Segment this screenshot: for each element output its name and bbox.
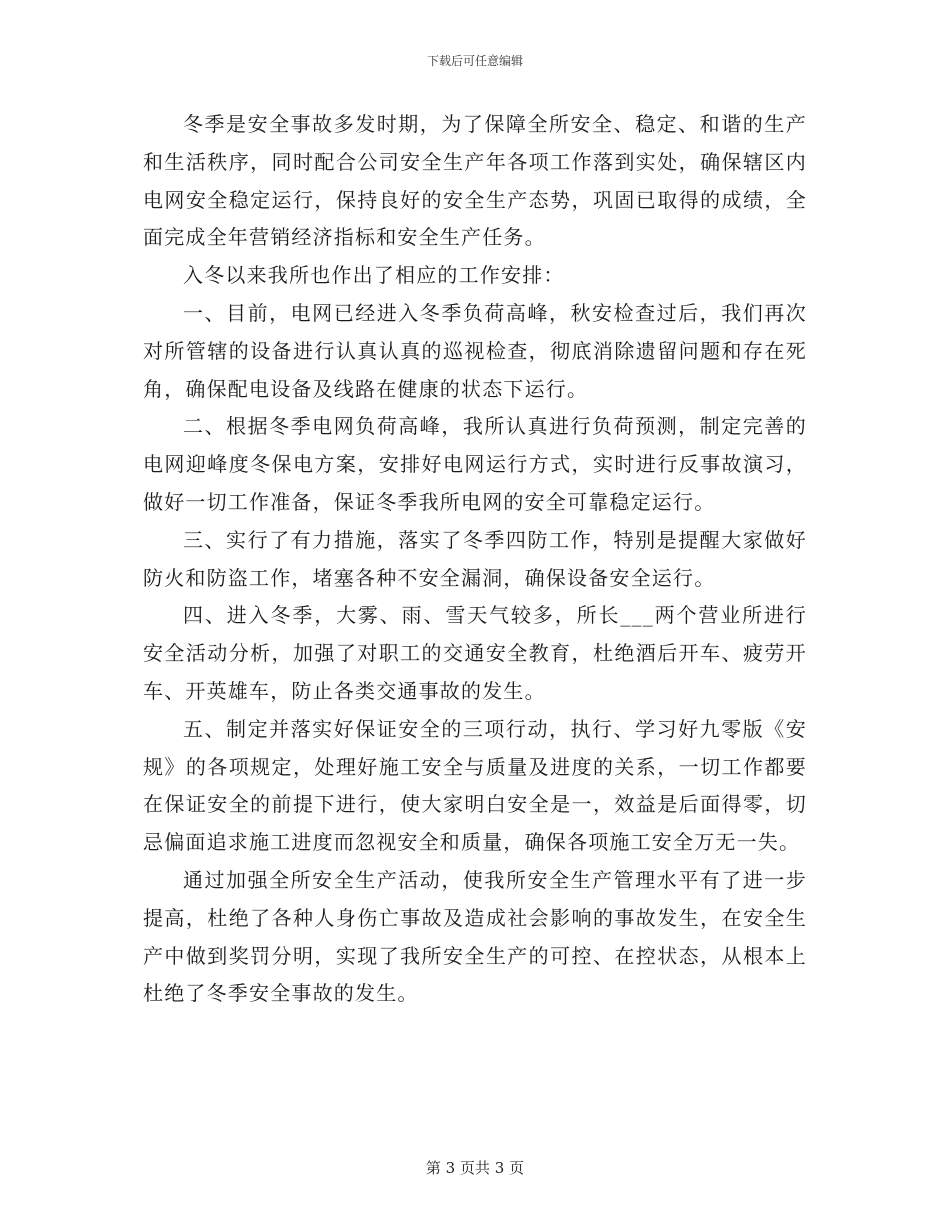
paragraph-arrangements-lead: 入冬以来我所也作出了相应的工作安排： xyxy=(183,263,565,288)
paragraph-item-5: 五、制定并落实好保证安全的三项行动，执行、学习好九零版《安规》的各项规定，处理好施工安全与质量及进度的关系，一切工作都要在保证安全的前提下进行，使大家明白安全是一，效益是后面得零，切忌偏面追求施工进度而忽视安全和质量，确保各项施工安全万无一失。 xyxy=(143,716,807,855)
paragraph-conclusion: 通过加强全所安全生产活动，使我所安全生产管理水平有了进一步提高，杜绝了各种人身伤亡事故及造成社会影响的事故发生，在安全生产中做到奖罚分明，实现了我所安全生产的可控、在控状态，从根本上杜绝了冬季安全事故的发生。 xyxy=(143,867,807,1006)
paragraph-item-3: 三、实行了有力措施，落实了冬季四防工作，特别是提醒大家做好防火和防盗工作，堵塞各种不安全漏洞，确保设备安全运行。 xyxy=(143,527,807,590)
document-body xyxy=(143,106,807,1013)
paragraph-intro: 冬季是安全事故多发时期，为了保障全所安全、稳定、和谐的生产和生活秩序，同时配合公司安全生产年各项工作落到实处，确保辖区内电网安全稳定运行，保持良好的安全生产态势，巩固已取得的成绩，全面完成全年营销经济指标和安全生产任务。 xyxy=(143,112,807,250)
page-number-footer: 第 3 页共 3 页 xyxy=(425,1159,525,1177)
paragraph-item-4: 四、进入冬季，大雾、雨、雪天气较多，所长___两个营业所进行安全活动分析，加强了对职工的交通安全教育，杜绝酒后开车、疲劳开车、开英雄车，防止各类交通事故的发生。 xyxy=(143,603,807,703)
paragraph-item-2: 二、根据冬季电网负荷高峰，我所认真进行负荷预测，制定完善的电网迎峰度冬保电方案，安排好电网运行方式，实时进行反事故演习，做好一切工作准备，保证冬季我所电网的安全可靠稳定运行。 xyxy=(143,414,807,514)
paragraph-item-1: 一、目前，电网已经进入冬季负荷高峰，秋安检查过后，我们再次对所管辖的设备进行认真认真的巡视检查，彻底消除遗留问题和存在死角，确保配电设备及线路在健康的状态下运行。 xyxy=(143,300,807,401)
page-header: 下载后可任意编辑 xyxy=(426,54,523,68)
